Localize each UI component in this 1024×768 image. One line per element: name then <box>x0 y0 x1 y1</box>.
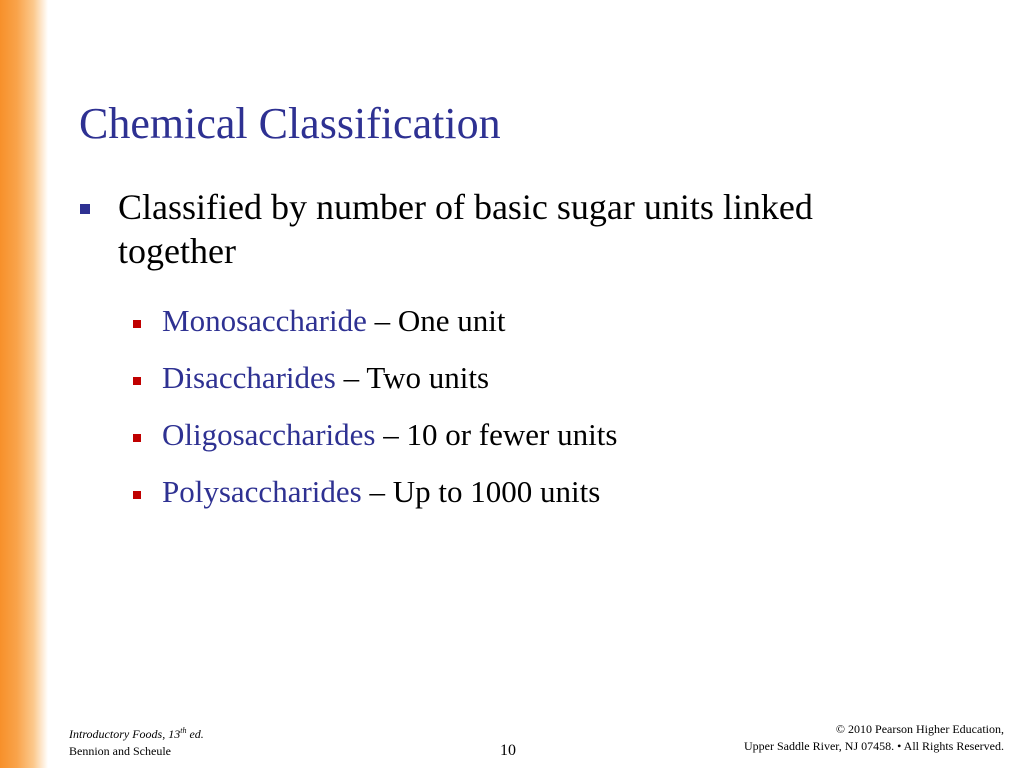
sub-bullet-list <box>133 302 933 530</box>
book-title-text: Introductory Foods, 13 <box>69 727 181 741</box>
list-item-text <box>162 473 600 511</box>
list-item-text <box>162 416 617 454</box>
footer-copyright <box>744 721 1004 755</box>
list-item-description: – 10 or fewer units <box>375 417 618 452</box>
square-bullet-icon <box>133 377 141 385</box>
list-item-description: – Two units <box>335 360 490 395</box>
edition-superscript: th <box>180 726 187 735</box>
list-item-description: – Up to 1000 units <box>361 474 601 509</box>
footer-book-title <box>69 722 204 743</box>
footer-book-info <box>69 722 204 760</box>
copyright-line-1: © 2010 Pearson Higher Education, <box>835 722 1004 736</box>
list-item <box>133 302 933 359</box>
square-bullet-icon <box>133 434 141 442</box>
list-item-term: Monosaccharide <box>162 303 367 338</box>
list-item-text <box>162 302 506 340</box>
list-item <box>133 473 933 530</box>
square-bullet-icon <box>80 204 90 214</box>
list-item-description: – One unit <box>366 303 506 338</box>
square-bullet-icon <box>133 320 141 328</box>
list-item <box>133 359 933 416</box>
list-item-text <box>162 359 489 397</box>
slide-title: Chemical Classification <box>79 99 501 148</box>
square-bullet-icon <box>133 491 141 499</box>
main-bullet-text: Classified by number of basic sugar units linked together <box>118 187 813 271</box>
page-number: 10 <box>500 742 516 759</box>
list-item-term: Oligosaccharides <box>162 417 376 452</box>
list-item-term: Polysaccharides <box>162 474 362 509</box>
footer-authors: Bennion and Scheule <box>69 744 171 758</box>
list-item-term: Disaccharides <box>162 360 336 395</box>
copyright-line-2: Upper Saddle River, NJ 07458. • All Rights Reserved. <box>743 739 1004 753</box>
main-bullet-point <box>80 186 920 274</box>
decorative-side-bar <box>0 0 48 768</box>
list-item <box>133 416 933 473</box>
edition-suffix: ed. <box>186 727 204 741</box>
